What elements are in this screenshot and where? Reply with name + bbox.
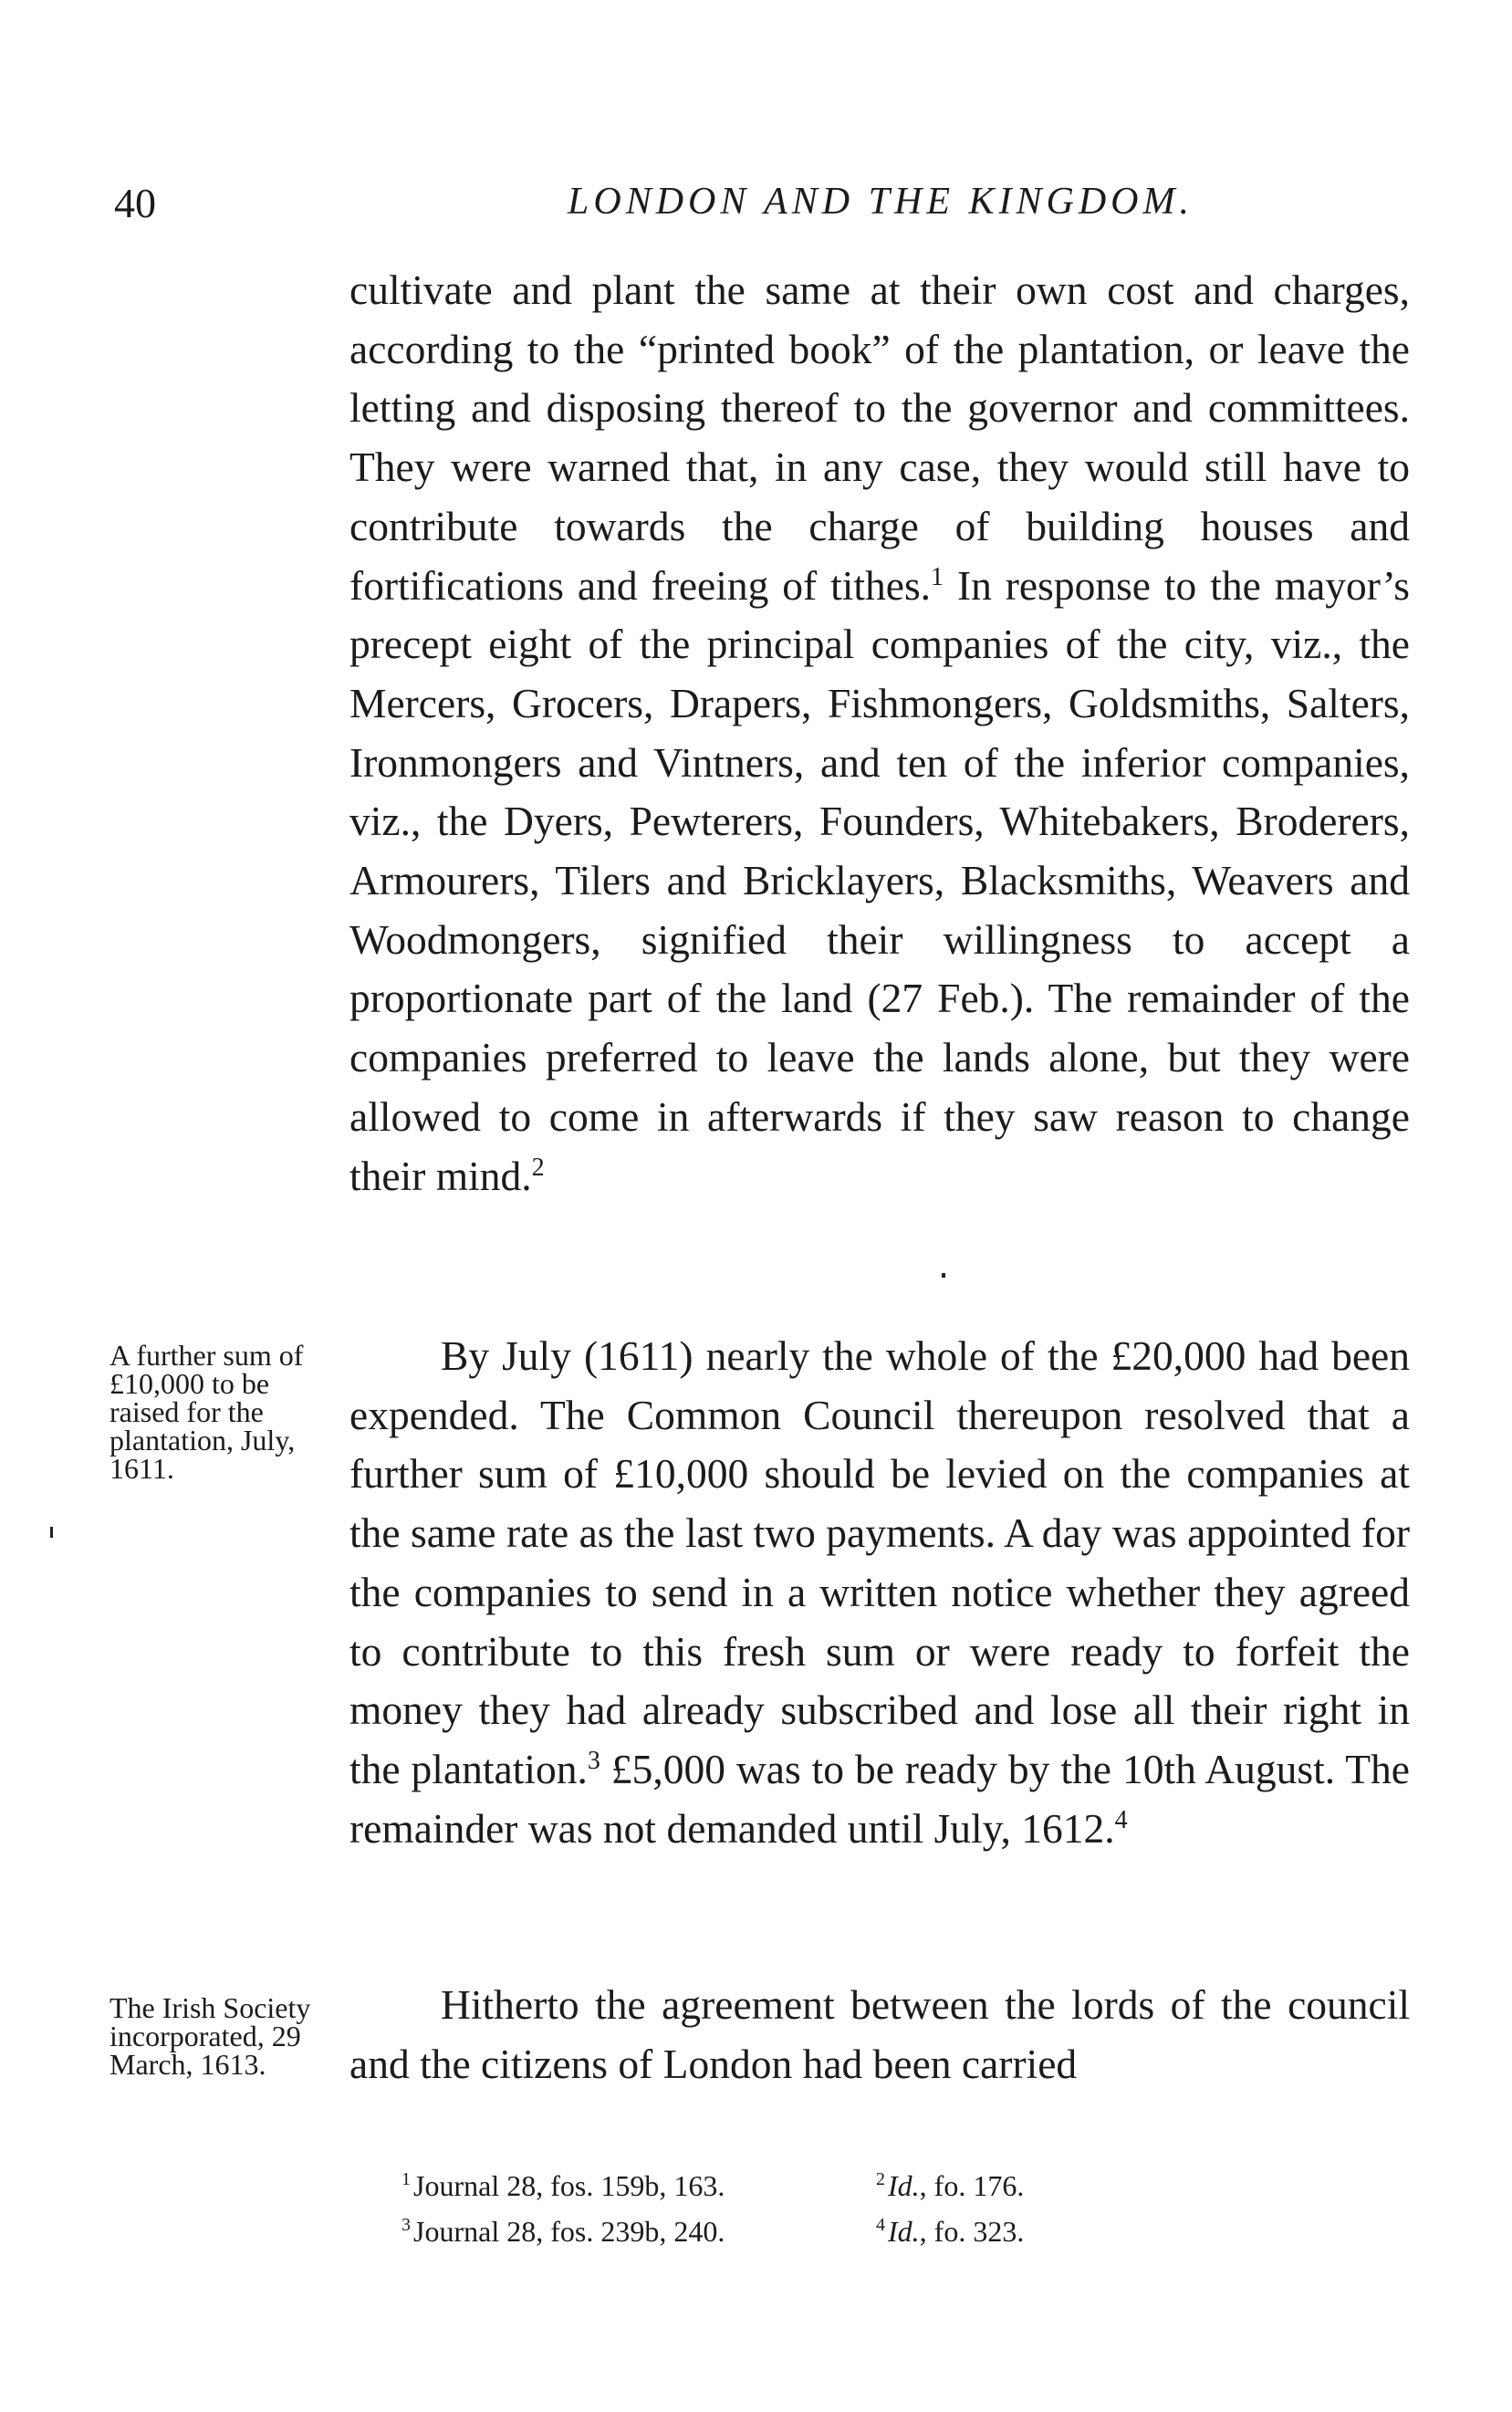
footnote-ref-1: 1 <box>931 562 944 591</box>
paragraph-2-text-b: £5,000 was to be ready by the 10th August. The remainder was not demanded until July, 1612. <box>349 1745 1411 1852</box>
footnote-text: , fo. 323. <box>919 2215 1025 2248</box>
page-number: 40 <box>114 180 156 226</box>
footnote-4 <box>876 2208 1241 2254</box>
footnote-1 <box>401 2163 876 2208</box>
footnote-ref-4: 4 <box>1114 1805 1128 1834</box>
running-head: LONDON AND THE KINGDOM. <box>568 181 1194 223</box>
sidenote-irish-society: The Irish Society incorporated, 29 March, 1613. <box>109 1991 311 2081</box>
paragraph-1-text: cultivate and plant the same at their own cost and charges, according to the “printed book” of the plantation, or leave the letting and disposing thereof to the governor and committees. They were warned that, in any case, they would still have to contribute towards the charge of building houses and fortifications and freeing of tithes. <box>349 266 1410 609</box>
footnote-2 <box>876 2163 1241 2208</box>
footnote-3 <box>401 2208 876 2254</box>
footnote-text: , fo. 176. <box>919 2169 1025 2202</box>
footnote-row <box>401 2163 1405 2208</box>
footnote-ref-2: 2 <box>531 1153 545 1182</box>
paragraph-2 <box>349 1327 1410 1858</box>
footnote-ibid: Id. <box>888 2169 920 2202</box>
footnote-text: Journal 28, fos. 159b, 163. <box>413 2169 725 2202</box>
footnote-row <box>401 2208 1405 2254</box>
footnotes <box>401 2163 1405 2254</box>
ink-speck <box>942 1273 945 1278</box>
paragraph-1-text-b: In response to the mayor’s precept eight of the principal companies of the city, viz., the Mercers, Grocers, Drapers, Fishmongers, Goldsmiths, Salters, Ironmongers and Vintners, and ten of the inferior companies, viz., the Dyers, Pewterers, Founders, Whitebakers, Broderers, Armourers, Tilers and Bricklayers, Blacksmiths, Weavers and Woodmongers, signified their willingness to accept a proportionate part of the land (27 Feb.). The remainder of the companies preferred to leave the lands alone, but they were allowed to come in afterwards if they saw reason to change their mind. <box>349 561 1410 1199</box>
paragraph-1 <box>349 261 1410 1206</box>
footnote-ref-3: 3 <box>587 1746 600 1775</box>
paragraph-3 <box>349 1976 1410 2094</box>
paragraph-2-text: By July (1611) nearly the whole of the £20,000 had been expended. The Common Council thereupon resolved that a further sum of £10,000 should be levied on the companies at the same rate as the last two payments. A day was appointed for the companies to send in a written notice whether they agreed to contribute to this fresh sum or were ready to forfeit the money they had already subscribed and lose all their right in the plantation. <box>349 1332 1410 1792</box>
footnote-mark: 4 <box>876 2215 885 2236</box>
footnote-ibid: Id. <box>888 2215 920 2248</box>
footnote-mark: 3 <box>401 2215 411 2236</box>
footnote-mark: 1 <box>401 2169 411 2190</box>
sidenote-further-sum: A further sum of £10,000 to be raised for the plantation, July, 1611. <box>109 1339 304 1485</box>
footnote-text: Journal 28, fos. 239b, 240. <box>413 2215 725 2248</box>
ink-speck <box>50 1527 53 1538</box>
footnote-mark: 2 <box>876 2169 885 2190</box>
paragraph-3-text: Hitherto the agreement between the lords of the council and the citizens of London had been carried <box>349 1981 1410 2087</box>
